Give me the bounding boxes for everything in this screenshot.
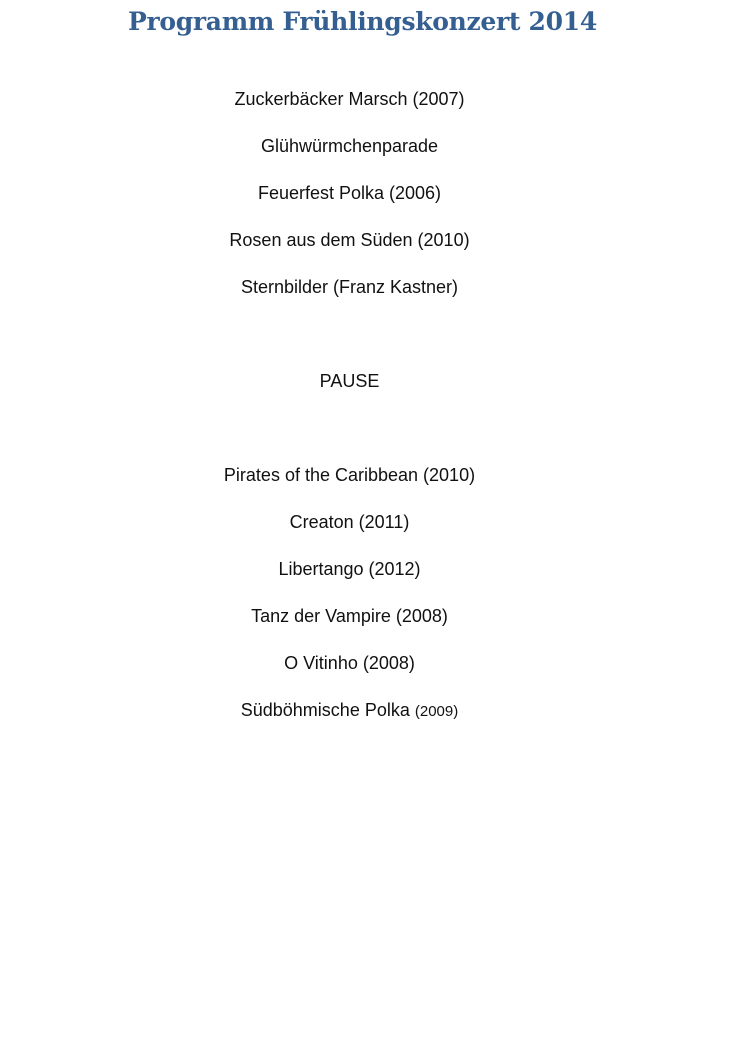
program-item: Sternbilder (Franz Kastner) [240,277,459,297]
program-list [0,84,699,742]
page-title: Programm Frühlingskonzert 2014 [128,7,597,36]
program-item: Libertango (2012) [278,559,421,579]
program-item: Rosen aus dem Süden (2010) [229,230,470,250]
program-item: Glühwürmchenparade [260,136,439,156]
program-item-last [0,695,699,742]
program-item: Feuerfest Polka (2006) [257,183,442,203]
program-item-year: (2009) [414,703,459,720]
program-item: Creaton (2011) [289,512,410,532]
program-item: Pirates of the Caribbean (2010) [223,465,476,485]
spacer [0,319,699,366]
pause-label: PAUSE [319,371,380,391]
program-item: Tanz der Vampire (2008) [251,606,448,626]
spacer [0,413,699,460]
program-item: O Vitinho (2008) [284,653,415,673]
program-item-name: Südböhmische Polka [240,700,410,720]
program-item: Zuckerbäcker Marsch (2007) [234,89,465,109]
